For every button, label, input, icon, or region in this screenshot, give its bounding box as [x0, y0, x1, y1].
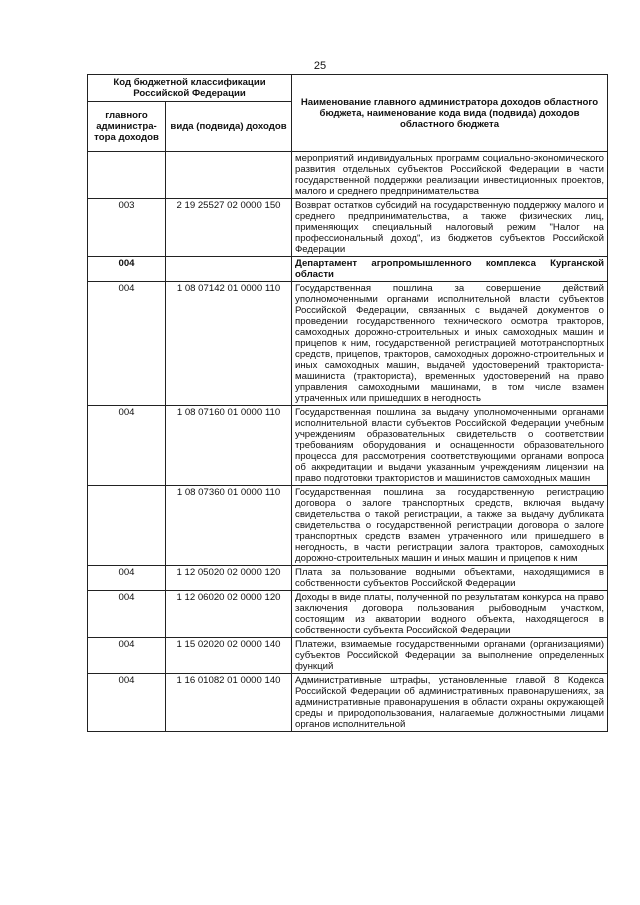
- revenue-name-cell: Административные штрафы, установленные главой 8 Кодекса Российской Федерации об административных правонарушениях, за административные правонарушения в области охраны окружающей среды и природопользования, налагаемые должностными лицами органов исполнительной: [292, 674, 608, 732]
- revenue-name-cell: Государственная пошлина за совершение действий уполномоченными органами исполнительной власти субъектов Российской Федерации, связанных с выдачей документов о проведении государственного технического осмотра тракторов, самоходных дорожно-строительных и иных самоходных машин и прицепов к ним, государственной регистрацией мототранспортных средств, прицепов, тракторов, самоходных дорожно-строительных и иных самоходных машин, выдачей удостоверений тракториста-машиниста (тракториста), временных удостоверений на право управления самоходными машинами, в том числе взамен утраченных или пришедших в негодность: [292, 282, 608, 406]
- revenue-name-cell: мероприятий индивидуальных программ социально-экономического развития отдельных субъектов Российской Федерации в части государственной поддержки реализации инвестиционных проектов, малого и среднего предпринимательства: [292, 152, 608, 199]
- table-row: [88, 152, 608, 199]
- page-number: 25: [313, 60, 327, 72]
- admin-code-cell: 004: [88, 638, 166, 674]
- table-row: [88, 674, 608, 732]
- revenue-name-cell: Плата за пользование водными объектами, находящимися в собственности субъектов Российской Федерации: [292, 566, 608, 591]
- header-admin-column: главного администра-тора доходов: [88, 102, 166, 152]
- admin-code-cell: 004: [88, 674, 166, 732]
- table-row: [88, 406, 608, 486]
- revenue-code-cell: 1 15 02020 02 0000 140: [166, 638, 292, 674]
- admin-code-cell: 004: [88, 406, 166, 486]
- revenue-name-cell: Государственная пошлина за государственную регистрацию договора о залоге транспортных средств, включая выдачу свидетельства о такой регистрации, а также за выдачу дубликата свидетельства о государственной регистрации договора о залоге транспортных средств взамен утраченного или пришедшего в негодность, в части регистрации залога тракторов, самоходных дорожно-строительных машин и иных машин и прицепов к ним: [292, 486, 608, 566]
- revenue-code-cell: 1 08 07360 01 0000 110: [166, 486, 292, 566]
- table-row: [88, 199, 608, 257]
- admin-code-cell: 004: [88, 257, 166, 282]
- revenue-code-cell: [166, 152, 292, 199]
- header-code-column: вида (подвида) доходов: [166, 102, 292, 152]
- revenue-name-cell: Доходы в виде платы, полученной по результатам конкурса на право заключения договора пользования рыбоводным участком, состоящим из акватории водного объекта, находящегося в собственности субъекта Российской Федерации: [292, 591, 608, 638]
- revenue-code-cell: 1 08 07160 01 0000 110: [166, 406, 292, 486]
- revenue-code-cell: [166, 257, 292, 282]
- admin-code-cell: 004: [88, 566, 166, 591]
- admin-code-cell: 004: [88, 282, 166, 406]
- admin-code-cell: 003: [88, 199, 166, 257]
- revenue-name-cell: Департамент агропромышленного комплекса Курганской области: [292, 257, 608, 282]
- revenue-code-cell: 2 19 25527 02 0000 150: [166, 199, 292, 257]
- admin-code-cell: 004: [88, 591, 166, 638]
- table-row: [88, 591, 608, 638]
- admin-code-cell: [88, 152, 166, 199]
- revenue-code-cell: 1 12 05020 02 0000 120: [166, 566, 292, 591]
- admin-code-cell: [88, 486, 166, 566]
- department-row: [88, 257, 608, 282]
- table-row: [88, 638, 608, 674]
- table-body: [88, 152, 608, 732]
- revenue-code-cell: 1 12 06020 02 0000 120: [166, 591, 292, 638]
- revenue-name-cell: Возврат остатков субсидий на государственную поддержку малого и среднего предпринимательства, а также физических лиц, применяющих специальный налоговый режим "Налог на профессиональный доход", из бюджетов субъектов Российской Федерации: [292, 199, 608, 257]
- revenue-code-cell: 1 08 07142 01 0000 110: [166, 282, 292, 406]
- revenue-code-cell: 1 16 01082 01 0000 140: [166, 674, 292, 732]
- table-row: [88, 566, 608, 591]
- revenue-name-cell: Государственная пошлина за выдачу уполномоченными органами исполнительной власти субъектов Российской Федерации учебным учреждениям образовательных свидетельств о соответствии требованиям оборудования и оснащенности образовательного процесса для рассмотрения соответствующими органами вопроса об аккредитации и выдачи указанным учреждениям лицензии на право подготовки трактористов и машинистов самоходных машин: [292, 406, 608, 486]
- table-row: [88, 282, 608, 406]
- table-row: [88, 486, 608, 566]
- header-name-column: Наименование главного администратора доходов областного бюджета, наименование кода вида (подвида) доходов областного бюджета: [292, 75, 608, 152]
- revenue-name-cell: Платежи, взимаемые государственными органами (организациями) субъектов Российской Федерации за выполнение определенных функций: [292, 638, 608, 674]
- header-classification-group: Код бюджетной классификации Российской Федерации: [88, 75, 292, 102]
- budget-classification-table: [87, 74, 608, 732]
